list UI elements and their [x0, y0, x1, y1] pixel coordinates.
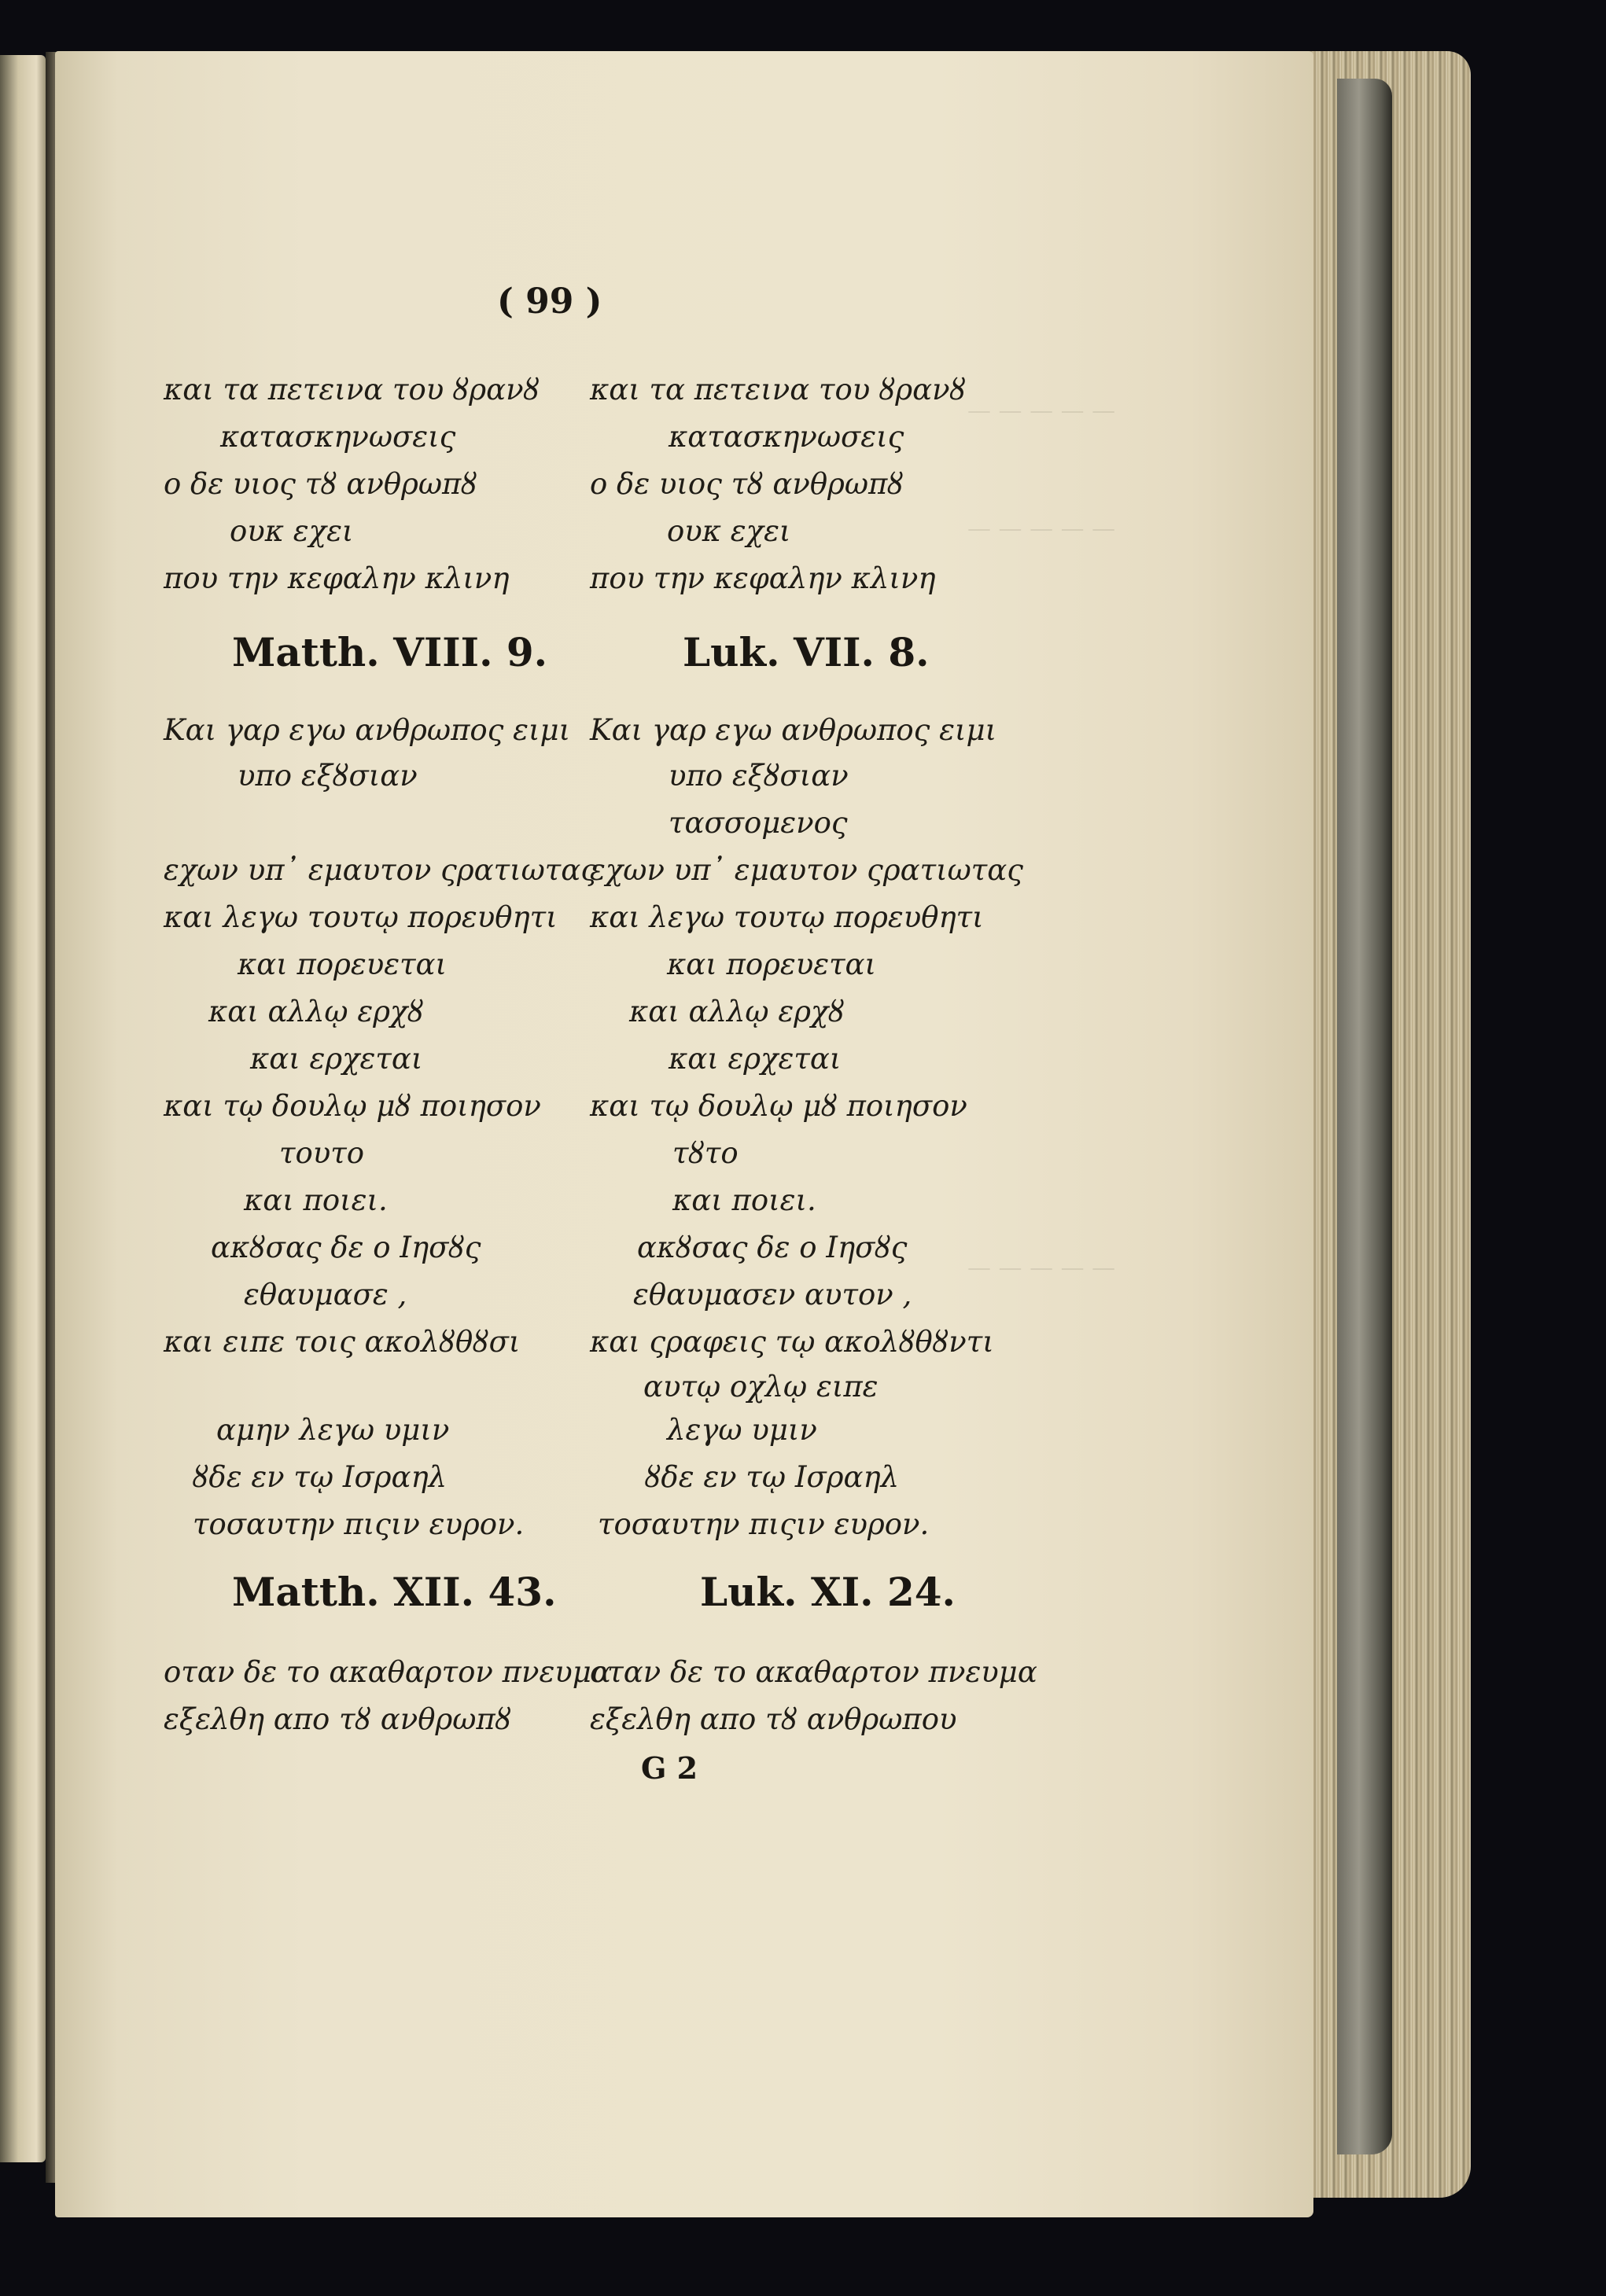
left-line: ȣδε εν τῳ Ισραηλ: [193, 1460, 448, 1494]
right-line: τοσαυτην πιςιν ευρον.: [598, 1507, 930, 1541]
section-heading-luke: Luk. VII. 8.: [683, 629, 930, 675]
right-line: ακȣσας δε ο Ιησȣς: [637, 1231, 908, 1264]
right-line: και ποιει.: [672, 1183, 816, 1217]
right-line: που την κεφαλην κλινη: [590, 561, 936, 595]
left-line: αμην λεγω υμιν: [216, 1413, 450, 1447]
right-line: υπο εξȣσιαν: [669, 759, 849, 793]
page-number: ( 99 ): [497, 281, 602, 322]
right-line: ο δε υιος τȣ ανθρωπȣ: [590, 467, 904, 501]
right-line: τασσομενος: [669, 806, 848, 840]
section-heading-matthew: Matth. VIII. 9.: [232, 629, 548, 675]
left-line: τοσαυτην πιςιν ευρον.: [193, 1507, 525, 1541]
right-line: και τῳ δουλῳ μȣ ποιησον: [590, 1089, 967, 1123]
right-line: ȣδε εν τῳ Ισραηλ: [645, 1460, 900, 1494]
right-line: κατασκηνωσεις: [669, 420, 904, 454]
left-line: ακȣσας δε ο Ιησȣς: [211, 1231, 481, 1264]
left-line: και τα πετεινα του ȣρανȣ: [164, 373, 540, 407]
right-line: εξελθη απο τȣ ανθρωπου: [590, 1702, 957, 1736]
printer-signature-mark: G 2: [641, 1750, 698, 1786]
left-line: και ερχεται: [250, 1042, 423, 1076]
left-line: και αλλῳ ερχȣ: [208, 995, 424, 1028]
section-heading-luke: Luk. XI. 24.: [700, 1569, 956, 1615]
right-line: λεγω υμιν: [667, 1413, 817, 1447]
left-line: και ειπε τοις ακολȣθȣσι: [164, 1325, 521, 1359]
left-line: ουκ εχει: [230, 514, 354, 548]
left-line: εχων υπ᾽ εμαυτον ςρατιωτας: [164, 853, 597, 887]
left-line: που την κεφαλην κλινη: [164, 561, 510, 595]
right-line: τȣτο: [672, 1136, 739, 1170]
left-line: και τῳ δουλῳ μȣ ποιησον: [164, 1089, 541, 1123]
right-line: οταν δε το ακαθαρτον πνευμα: [590, 1655, 1037, 1689]
left-line: εξελθη απο τȣ ανθρωπȣ: [164, 1702, 512, 1736]
left-line: Και γαρ εγω ανθρωπος ειμι: [164, 713, 571, 747]
left-line: εθαυμασε ,: [244, 1278, 407, 1312]
right-line: Και γαρ εγω ανθρωπος ειμι: [590, 713, 997, 747]
left-line: και πορευεται: [238, 947, 448, 981]
left-line: και λεγω τουτῳ πορευθητι: [164, 900, 558, 934]
left-line: υπο εξȣσιαν: [238, 759, 418, 793]
left-line: τουτο: [279, 1136, 364, 1170]
right-line: και πορευεται: [667, 947, 877, 981]
right-line: ουκ εχει: [667, 514, 791, 548]
right-line: και τα πετεινα του ȣρανȣ: [590, 373, 967, 407]
left-line: οταν δε το ακαθαρτον πνευμα: [164, 1655, 611, 1689]
left-line: κατασκηνωσεις: [220, 420, 456, 454]
right-line: εχων υπ᾽ εμαυτον ςρατιωτας: [590, 853, 1023, 887]
section-heading-matthew: Matth. XII. 43.: [232, 1569, 557, 1615]
left-line: και ποιει.: [244, 1183, 388, 1217]
right-line: και ερχεται: [669, 1042, 842, 1076]
left-line: ο δε υιος τȣ ανθρωπȣ: [164, 467, 477, 501]
right-line: εθαυμασεν αυτον ,: [633, 1278, 912, 1312]
right-line: και λεγω τουτῳ πορευθητι: [590, 900, 984, 934]
right-line: αυτῳ οχλῳ ειπε: [643, 1370, 879, 1404]
right-line: και αλλῳ ερχȣ: [629, 995, 845, 1028]
right-line: και ςραφεις τῳ ακολȣθȣντι: [590, 1325, 994, 1359]
